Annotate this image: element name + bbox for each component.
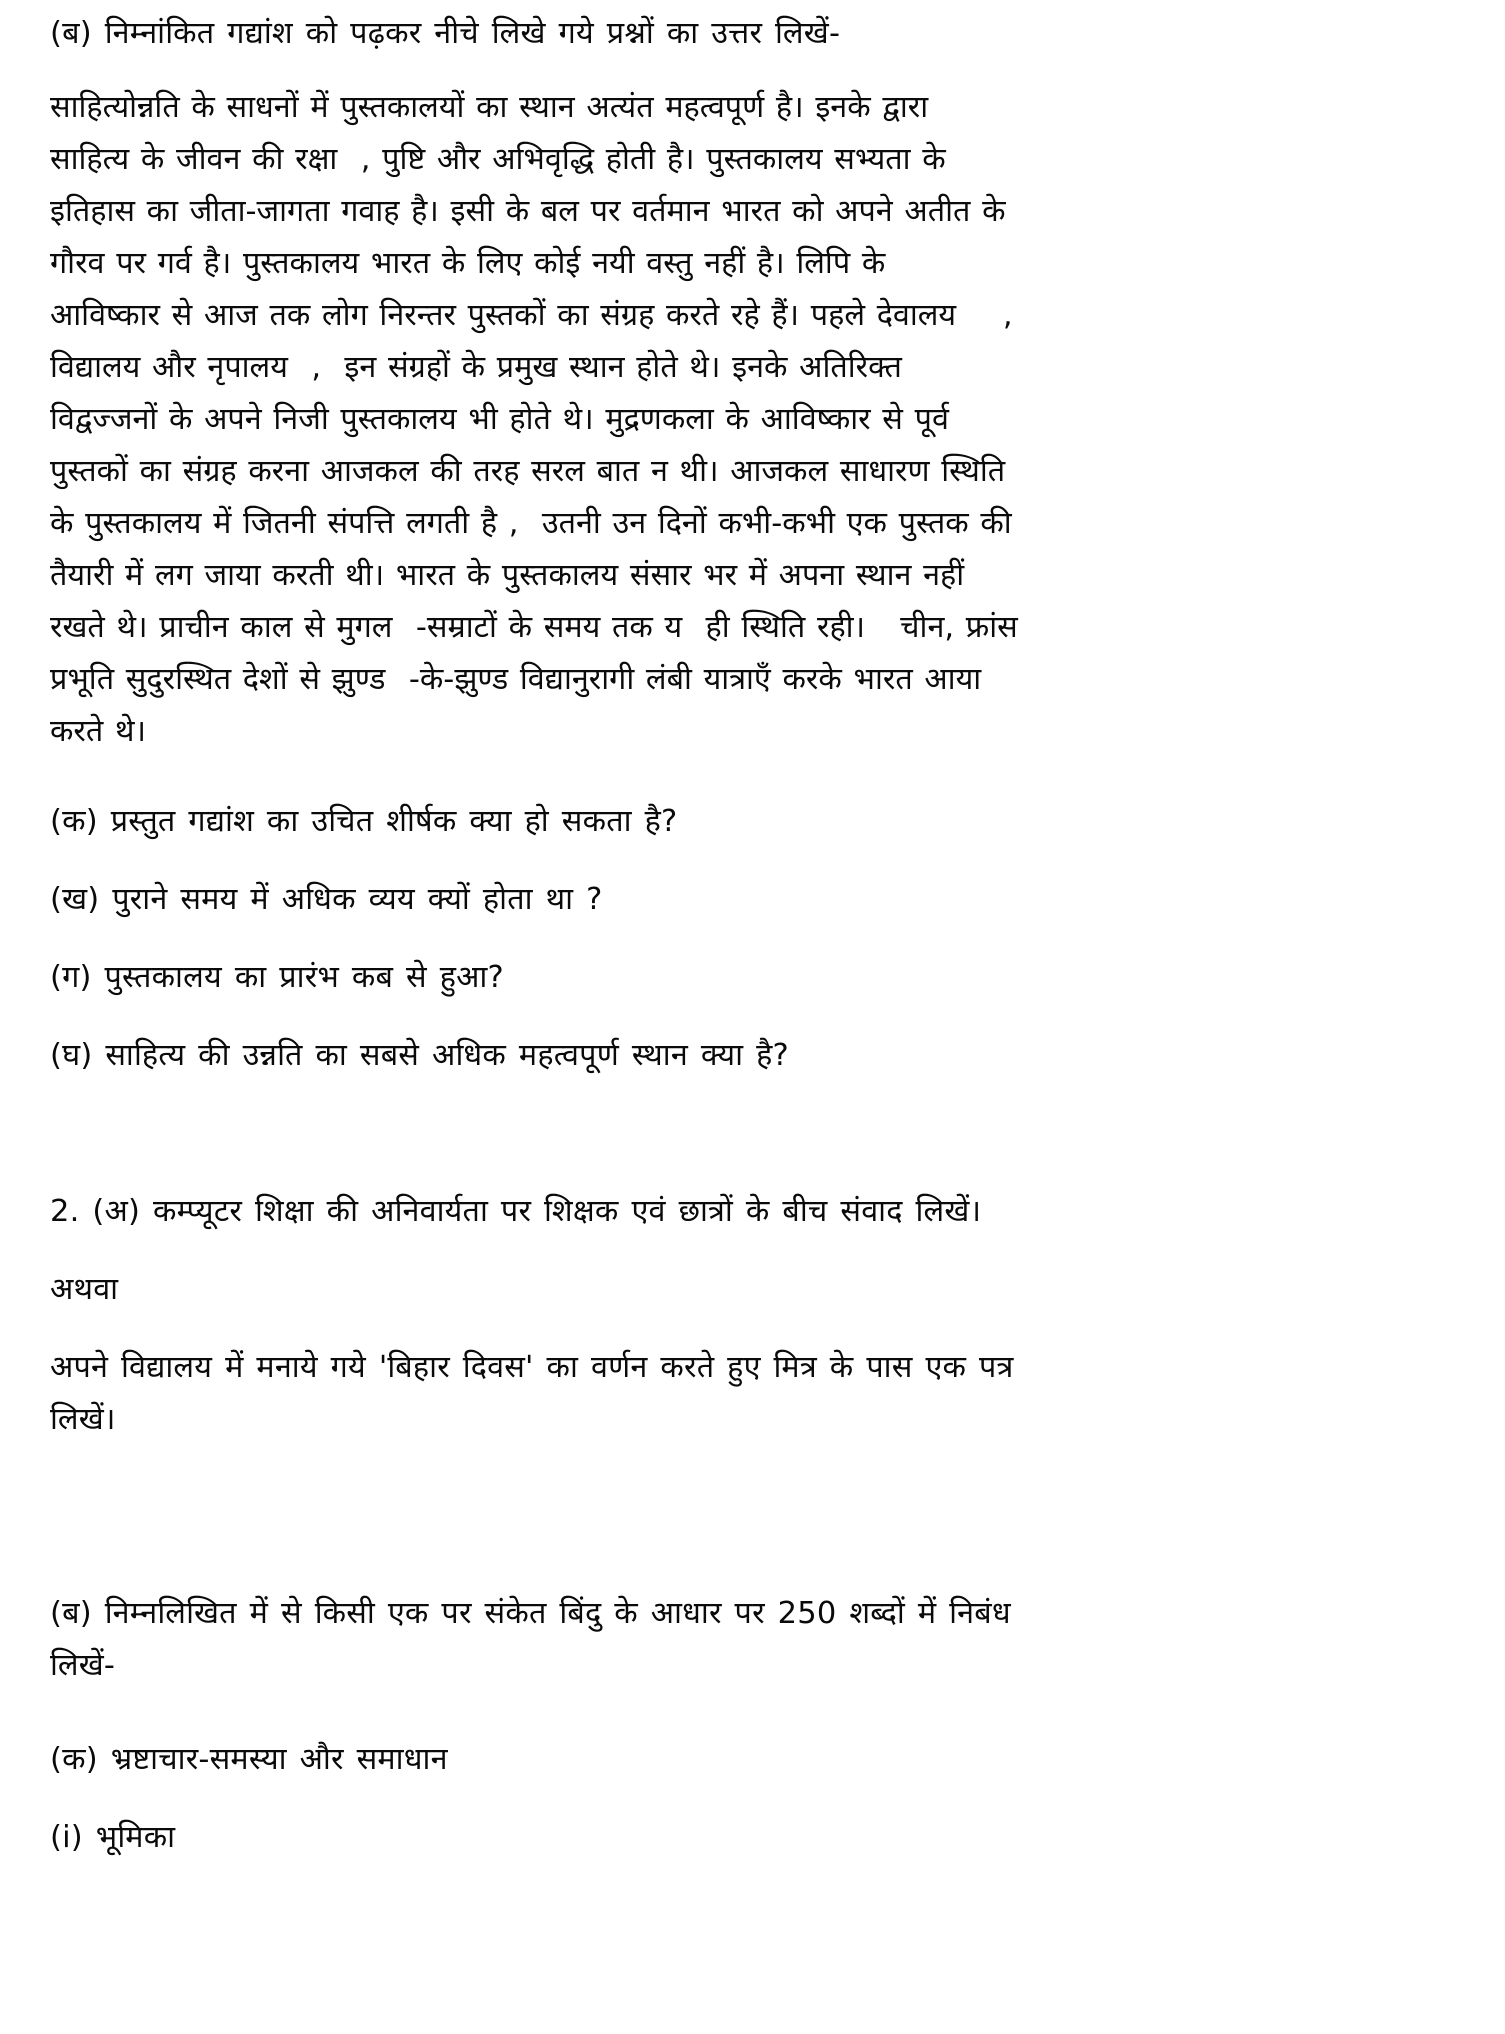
question-two-part-b [50, 1588, 1150, 1692]
passage-question-kha: (ख) पुराने समय में अधिक व्यय क्यों होता था ? [50, 882, 603, 917]
question-two-part-a: 2. (अ) कम्प्यूटर शिक्षा की अनिवार्यता पर शिक्षक एवं छात्रों के बीच संवाद लिखें। [50, 1194, 982, 1229]
passage-line: गौरव पर गर्व है। पुस्तकालय भारत के लिए कोई नयी वस्तु नहीं है। लिपि के [50, 246, 886, 281]
alternative-question [50, 1342, 1150, 1446]
page-content [0, 8, 1505, 1864]
alternative-label: अथवा [50, 1272, 119, 1307]
passage-question-ka: (क) प्रस्तुत गद्यांश का उचित शीर्षक क्या हो सकता है? [50, 804, 678, 839]
reading-instruction: (ब) निम्नांकित गद्यांश को पढ़कर नीचे लिखे गये प्रश्नों का उत्तर लिखें- [50, 16, 841, 51]
essay-topic-ka: (क) भ्रष्टाचार-समस्या और समाधान [50, 1742, 448, 1777]
passage-text [50, 82, 1150, 758]
essay-instruction-line: लिखें- [50, 1648, 116, 1683]
passage-line: पुस्तकों का संग्रह करना आजकल की तरह सरल बात न थी। आजकल साधारण स्थिति [50, 454, 1006, 489]
section-spacer [50, 1548, 1150, 1588]
passage-block [50, 82, 1150, 758]
passage-line: साहित्य के जीवन की रक्षा , पुष्टि और अभिवृद्धि होती है। पुस्तकालय सभ्यता के [50, 142, 946, 177]
passage-line: करते थे। [50, 714, 147, 749]
passage-line: विद्वज्जनों के अपने निजी पुस्तकालय भी होते थे। मुद्रणकला के आविष्कार से पूर्व [50, 402, 949, 437]
section-spacer [50, 1108, 1150, 1186]
passage-line: विद्यालय और नृपालय , इन संग्रहों के प्रमुख स्थान होते थे। इनके अतिरिक्त [50, 350, 902, 385]
passage-question-ga: (ग) पुस्तकालय का प्रारंभ कब से हुआ? [50, 960, 504, 995]
essay-subpoint-i: (i) भूमिका [50, 1820, 176, 1855]
passage-line: साहित्योन्नति के साधनों में पुस्तकालयों का स्थान अत्यंत महत्वपूर्ण है। इनके द्वारा [50, 90, 929, 125]
alternative-question-line: अपने विद्यालय में मनाये गये 'बिहार दिवस' का वर्णन करते हुए मित्र के पास एक पत्र [50, 1350, 1014, 1385]
section-spacer [50, 1716, 1150, 1734]
essay-instruction-line: (ब) निम्नलिखित में से किसी एक पर संकेत बिंदु के आधार पर 250 शब्दों में निबंध [50, 1596, 1011, 1631]
passage-line: प्रभूति सुदुरस्थित देशों से झुण्ड -के-झुण्ड विद्यानुरागी लंबी यात्राएँ करके भारत आया [50, 662, 982, 697]
passage-line: इतिहास का जीता-जागता गवाह है। इसी के बल पर वर्तमान भारत को अपने अतीत के [50, 194, 1006, 229]
passage-line: आविष्कार से आज तक लोग निरन्तर पुस्तकों का संग्रह करते रहे हैं। पहले देवालय , [50, 298, 1013, 333]
passage-line: के पुस्तकालय में जितनी संपत्ति लगती है , उतनी उन दिनों कभी-कभी एक पुस्तक की [50, 506, 1012, 541]
passage-question-gha: (घ) साहित्य की उन्नति का सबसे अधिक महत्वपूर्ण स्थान क्या है? [50, 1038, 789, 1073]
section-spacer [50, 1470, 1150, 1548]
passage-line: रखते थे। प्राचीन काल से मुगल -सम्राटों के समय तक य ही स्थिति रही। चीन, फ्रांस [50, 610, 1018, 645]
passage-line: तैयारी में लग जाया करती थी। भारत के पुस्तकालय संसार भर में अपना स्थान नहीं [50, 558, 965, 593]
alternative-question-line: लिखें। [50, 1402, 116, 1437]
